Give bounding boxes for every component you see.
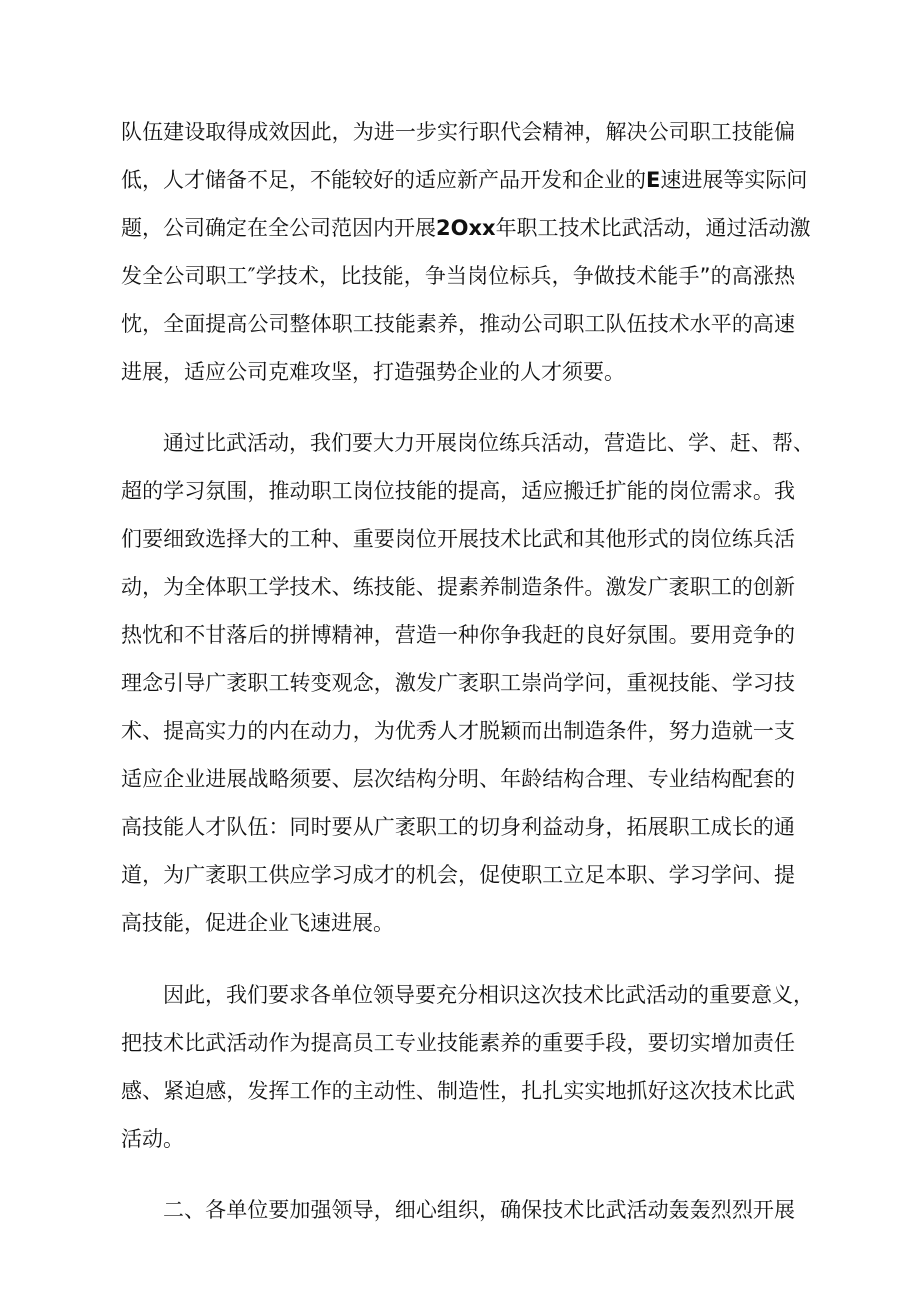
text-line: 术、提高实力的内在动力，为优秀人才脱颖而出制造条件，努力造就一支 (121, 719, 795, 743)
text-line: 适应企业进展战略须要、层次结构分明、年龄结构合理、专业结构配套的 (121, 767, 795, 791)
text-line: 把技术比武活动作为提高员工专业技能素养的重要手段，要切实增加责任 (121, 1031, 795, 1055)
text-line: 们要细致选择大的工种、重要岗位开展技术比武和其他形式的岗位练兵活 (121, 527, 795, 551)
text-line: 高技能，促进企业飞速进展。 (121, 911, 394, 935)
text-line: 题，公司确定在全公司范因内开展2Oxx年职工技术比武活动，通过活动激 (121, 216, 811, 240)
text-line: 热忱和不甘落后的拼博精神，营造一种你争我赶的良好氛围。要用竞争的 (121, 623, 795, 647)
text-line: 道，为广袤职工供应学习成才的机会，促使职工立足本职、学习学问、提 (121, 863, 795, 887)
text-line: 感、紧迫感，发挥工作的主动性、制造性，扎扎实实地抓好这次技术比武 (121, 1079, 795, 1103)
text-line: 二、各单位要加强领导，细心组织，确保技术比武活动轰轰烈烈开展 (163, 1198, 795, 1222)
text-line: 动，为全体职工学技术、练技能、提素养制造条件。激发广袤职工的创新 (121, 575, 795, 599)
text-line: 通过比武活动，我们要大力开展岗位练兵活动，营造比、学、赶、帮、 (163, 431, 814, 455)
text-line: 超的学习氛围，推动职工岗位技能的提高，适应搬迁扩能的岗位需求。我 (121, 479, 795, 503)
text-line: 活动。 (121, 1127, 184, 1151)
text-line: 低，人才储备不足，不能较好的适应新产品开发和企业的E速进展等实际问 (121, 168, 808, 192)
text-line: 队伍建设取得成效因此，为进一步实行职代会精神，解决公司职工技能偏 (121, 120, 795, 144)
text-line: 发全公司职工″学技术，比技能，争当岗位标兵，争做技术能手”的高涨热 (121, 264, 795, 288)
text-line: 因此，我们要求各单位领导要充分相识这次技术比武活动的重要意义， (163, 983, 814, 1007)
text-line: 进展，适应公司克难攻坚，打造强势企业的人才须要。 (121, 360, 625, 384)
text-line: 高技能人才队伍：同时要从广袤职工的切身利益动身，拓展职工成长的通 (121, 815, 795, 839)
text-line: 忱，全面提高公司整体职工技能素养，推动公司职工队伍技术水平的高速 (121, 312, 795, 336)
text-line: 理念引导广袤职工转变观念，激发广袤职工崇尚学问，重视技能、学习技 (121, 671, 795, 695)
